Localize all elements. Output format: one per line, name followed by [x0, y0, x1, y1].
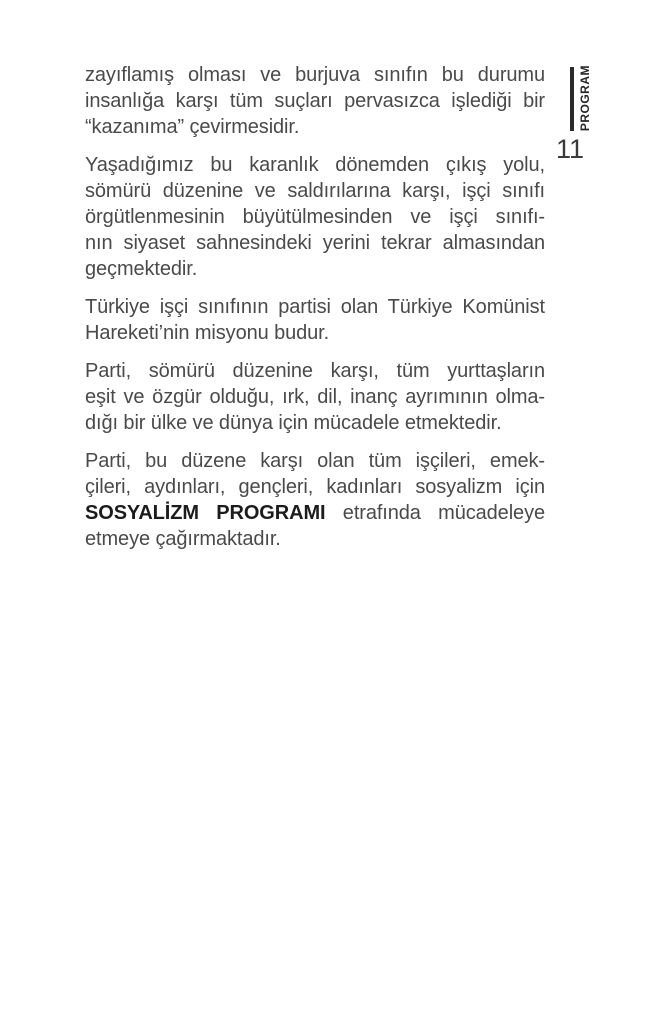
text-segment: etrafında mücadeleye [325, 502, 545, 524]
text-segment: geçmektedir. [85, 258, 198, 280]
text-segment: zayıflamış olması ve burjuva sınıfın bu durumu [85, 64, 545, 86]
paragraph [85, 62, 545, 140]
text-line [85, 500, 545, 526]
text-line [85, 358, 545, 384]
paragraph [85, 294, 545, 346]
paragraph [85, 358, 545, 436]
text-segment: Türkiye işçi sınıfının partisi olan Türkiye Komünist [85, 296, 545, 318]
text-line [85, 294, 545, 320]
section-rule [570, 67, 574, 131]
text-line [85, 526, 545, 552]
text-segment: etmeye çağırmaktadır. [85, 528, 281, 550]
text-line [85, 474, 545, 500]
text-segment: dığı bir ülke ve dünya için mücadele etmektedir. [85, 412, 502, 434]
text-line [85, 256, 545, 282]
text-line [85, 320, 545, 346]
section-header [577, 64, 592, 131]
text-segment: Yaşadığımız bu karanlık dönemden çıkış yolu, [85, 154, 545, 176]
paragraph [85, 448, 545, 552]
text-segment: eşit ve özgür olduğu, ırk, dil, inanç ayrımının olma- [85, 386, 545, 408]
text-line [85, 448, 545, 474]
page-number: 11 [555, 134, 585, 164]
text-line [85, 230, 545, 256]
text-line [85, 204, 545, 230]
text-line [85, 178, 545, 204]
text-segment: Hareketi’nin misyonu budur. [85, 322, 330, 344]
text-line [85, 152, 545, 178]
text-segment: “kazanıma” çevirmesidir. [85, 116, 300, 138]
text-line [85, 410, 545, 436]
text-line [85, 88, 545, 114]
text-segment: nın siyaset sahnesindeki yerini tekrar almasından [85, 232, 545, 254]
text-line [85, 384, 545, 410]
document-body [85, 62, 545, 552]
text-line [85, 62, 545, 88]
text-segment: sömürü düzenine ve saldırılarına karşı, işçi sınıfı [85, 180, 545, 202]
text-segment: Parti, sömürü düzenine karşı, tüm yurttaşların [85, 360, 545, 382]
text-segment: Parti, bu düzene karşı olan tüm işçileri, emek- [85, 450, 545, 472]
text-segment: örgütlenmesinin büyütülmesinden ve işçi sınıfı- [85, 206, 545, 228]
text-line [85, 114, 545, 140]
paragraph [85, 152, 545, 282]
bold-text-segment: SOSYALİZM PROGRAMI [85, 502, 326, 524]
text-segment: insanlığa karşı tüm suçları pervasızca işlediği bir [85, 90, 545, 112]
text-segment: çileri, aydınları, gençleri, kadınları sosyalizm için [85, 476, 545, 498]
section-header-label: PROGRAM [577, 64, 592, 131]
